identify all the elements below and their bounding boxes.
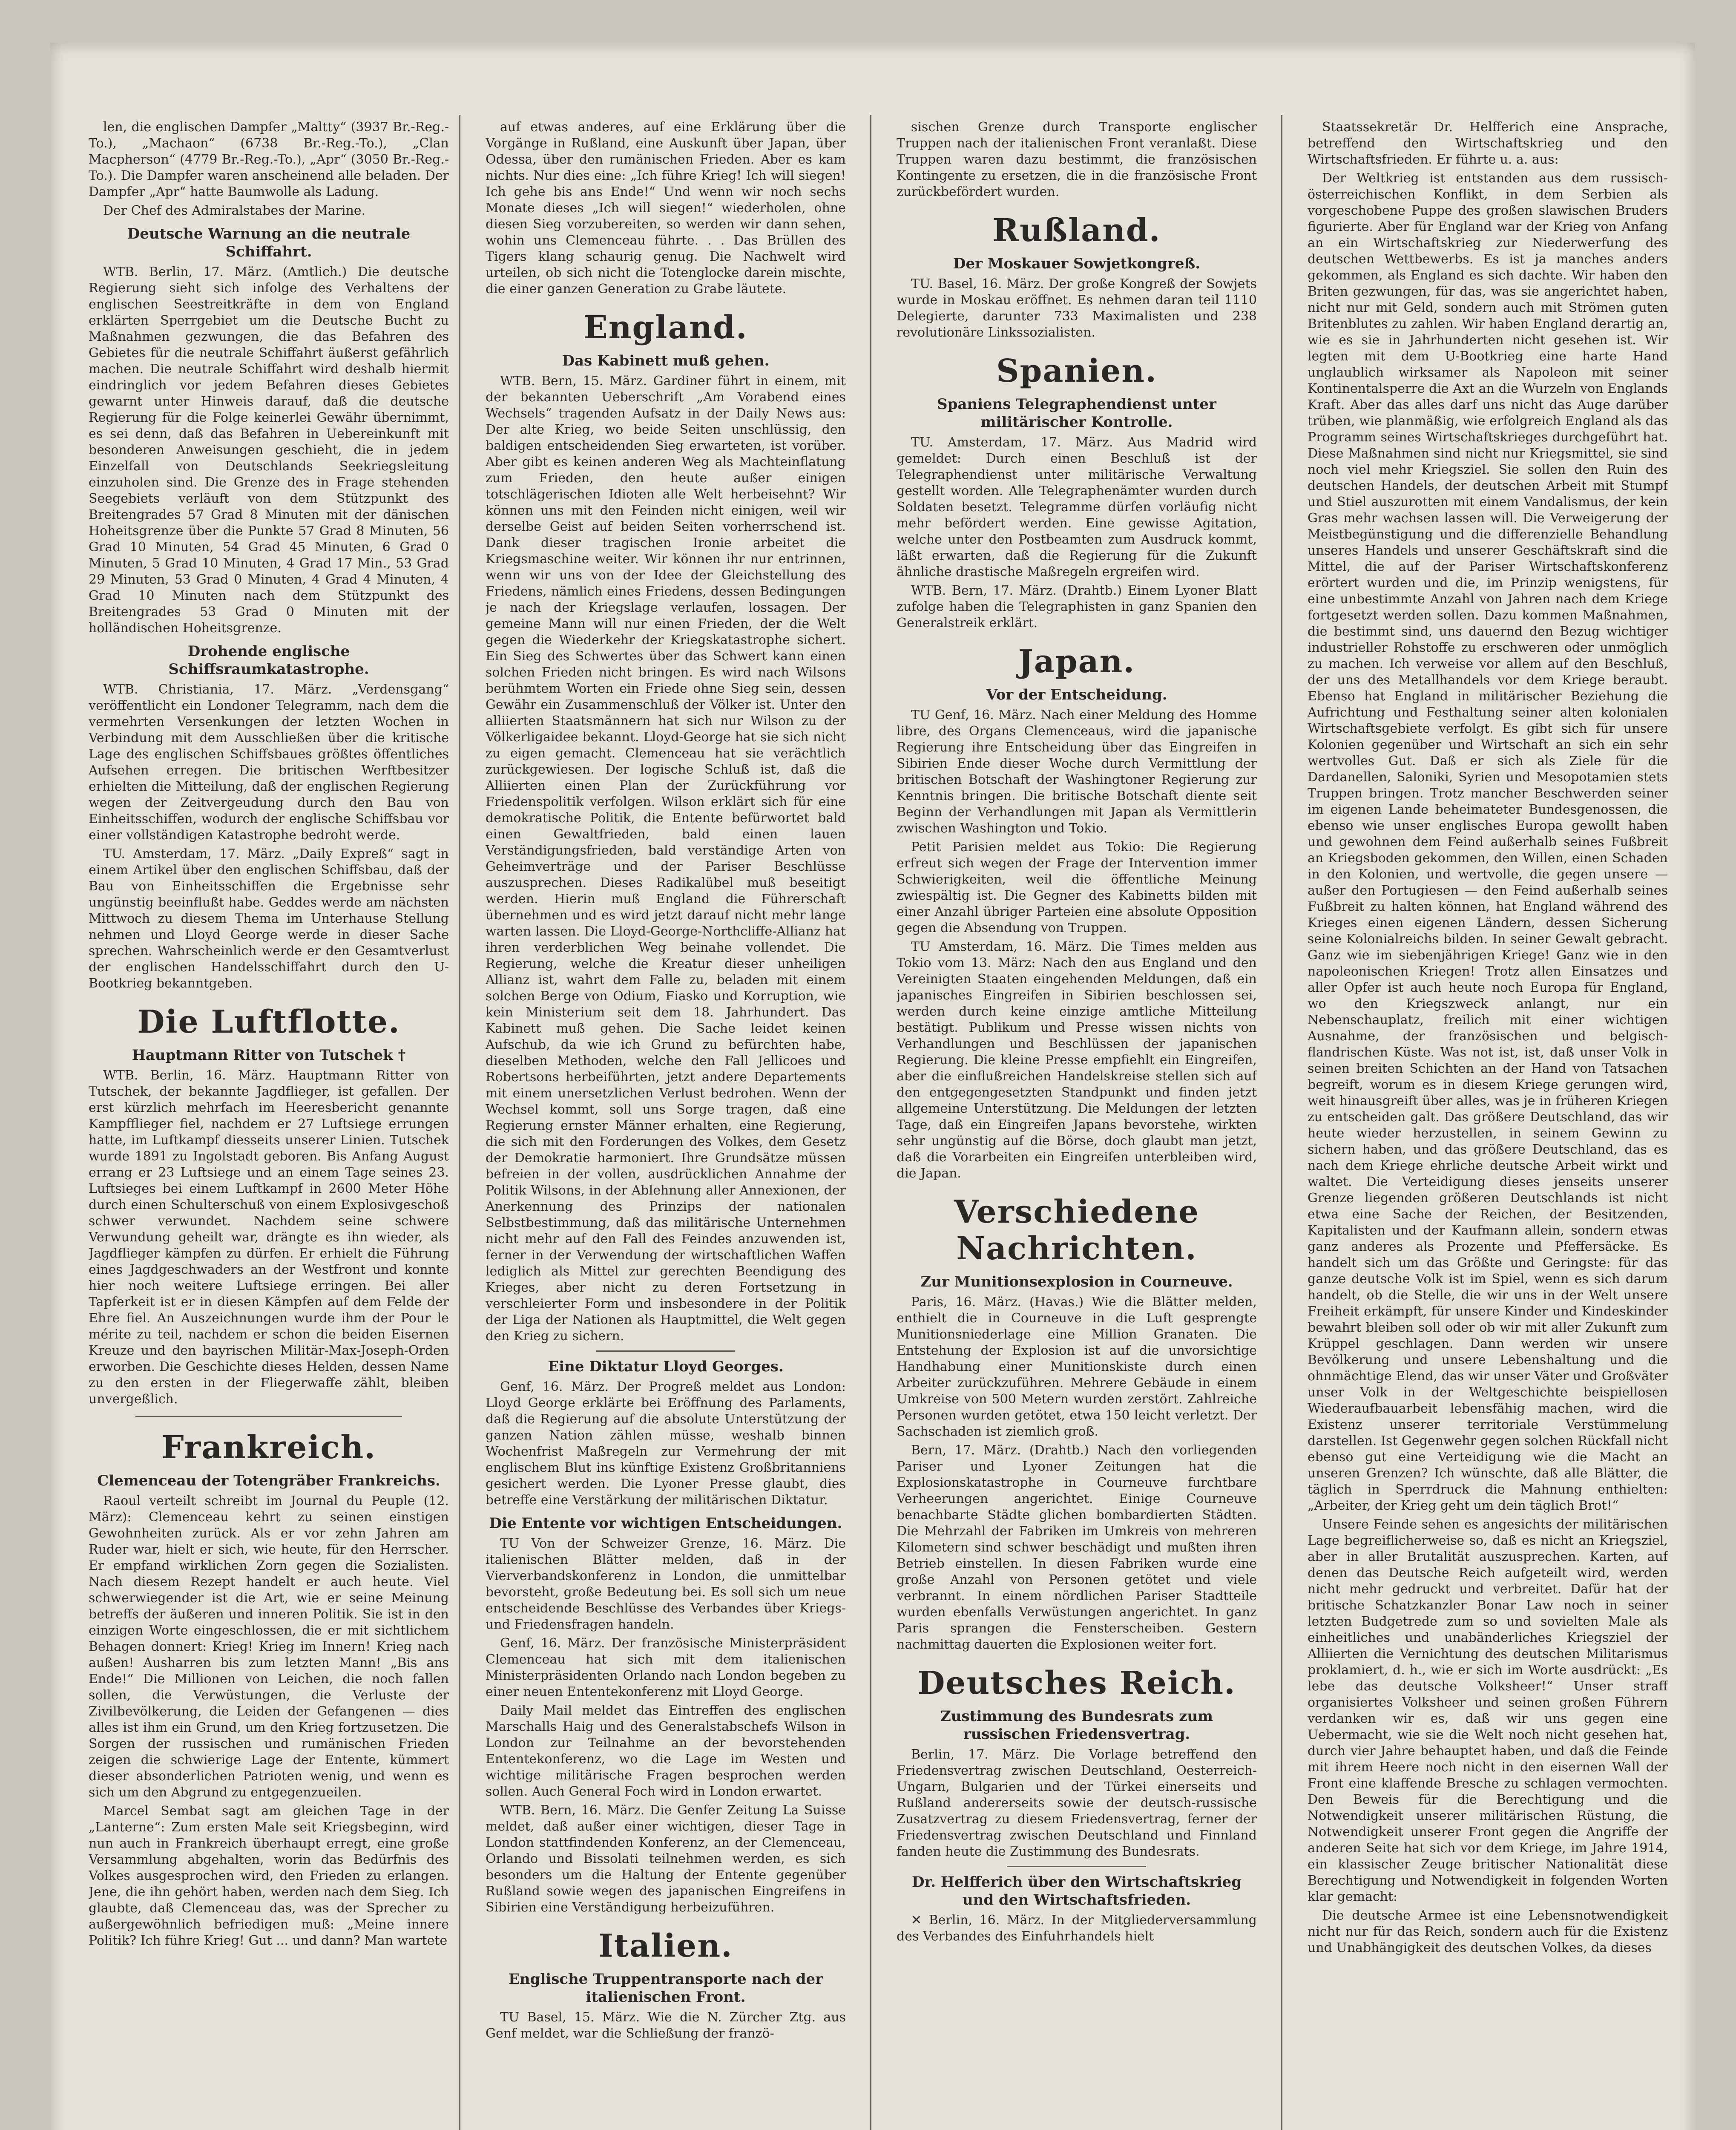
article-paragraph: Staatssekretär Dr. Helfferich eine Ansprache, betreffend den Wirtschaftskrieg und den Wirtschaftsfrieden. Er führte u. a. aus: (1308, 120, 1668, 167)
section-heading: England. (583, 309, 748, 346)
column-rule (1281, 115, 1282, 2130)
article-paragraph: TU Amsterdam, 16. März. Die Times melden aus Tokio vom 13. März: Nach den aus England und den Vereinigten Staaten eingehenden Meldungen, daß ein japanisches Eingreifen in Sibirien beschlossen sei, werden durch keine einzige amtliche Mitteilung bestätigt. Publikum und Presse wissen nichts von Verhandlungen und Beschlüssen der japanischen Regierung. Die kleine Presse empfiehlt ein Eingreifen, aber die einflußreichen Handelskreise stellen sich auf den entgegengesetzten Standpunkt und finden jetzt allgemeine Unterstützung. Die Meldungen der letzten Tage, daß ein Eingreifen Japans bevorstehe, wirkten sehr ungünstig auf die Börse, doch glaubt man jetzt, daß die Vorarbeiten ein Eingreifen unterbleiben wird, die Japan. (897, 939, 1257, 1181)
article-paragraph: auf etwas anderes, auf eine Erklärung über die Vorgänge in Rußland, eine Auskunft über Japan, über Odessa, über den rumänischen Frieden. Aber es kam nichts. Nur dies eine: „Ich führe Krieg! Ich will siegen! Ich gehe bis ans Ende!“ Und wenn wir noch sechs Monate dieses „Ich will siegen!“ wiederholen, ohne diesen Sieg vorzubereiten, so werden wir dann sehen, wohin uns Clemenceau führte. . . Das Brüllen des Tigers klang schaurig genug. Die Nachwelt wird urteilen, ob sich nicht die Totenglocke darein mischte, die einer ganzen Generation zu Grabe läutete. (486, 120, 846, 296)
section-heading: Spanien. (996, 353, 1157, 389)
column-rule (459, 115, 460, 2130)
article-paragraph: Der Weltkrieg ist entstanden aus dem russisch-österreichischen Konflikt, in dem Serbien als vorgeschobene Puppe des großen slawischen Bruders figurierte. Aber für England war der Krieg von Anfang an ein Wirtschaftskrieg zur Niederwerfung des deutschen Wettbewerbs. Es ist ja manches anders gekommen, als England es sich dachte. Wir haben den Briten gezwungen, für das, was sie angerichtet haben, nicht nur mit Geld, sondern auch mit Strömen guten Britenblutes zu zahlen. Wir haben England derartig an, wie es sie in Jahrhunderten nicht gesehen ist. Wir legten mit dem U-Bootkrieg eine harte Hand unglaublich wirksamer als Napoleon mit seiner Kontinentalsperre die Axt an die Wurzeln von Englands Kraft. Aber das alles darf uns nicht das Auge darüber trüben, wie planmäßig, wie erfolgreich England als das Programm seines Wirtschaftskrieges durchgeführt hat. Diese Maßnahmen sind nicht nur Kriegsmittel, sie sind noch viel mehr Kriegsziel. Sie sollen den Ruin des deutschen Handels, der deutschen Arbeit mit Stumpf und Stiel auszurotten mit einem Vandalismus, der kein Gras mehr wachsen lassen will. Die Verweigerung der Meistbegünstigung und die differenzielle Behandlung unseres Handels und unserer Geschäftskraft sind die Mittel, die auf der Pariser Wirtschaftskonferenz erörtert wurden und die, im Prinzip wenigstens, für eine unbestimmte Anzahl von Jahren nach dem Kriege fortgesetzt werden sollen. Dazu kommen Maßnahmen, die bestimmt sind, uns dauernd den Bezug wichtiger industrieller Rohstoffe zu erschweren oder unmöglich zu machen. Ich verweise vor allem auf den Beschluß, der uns des Metallhandels vor dem Kriege beraubt. Ebenso hat England in militärischer Beziehung die Aufrichtung und Festhaltung seiner alten kolonialen Wirtschaftsgebiete verfolgt. Es gibt sich für unsere Kolonien gegenüber und Wirtschaft an sich ein sehr wertvolles Gut. Daß er sich als Ziele für die Dardanellen, Saloniki, Syrien und Mesopotamien stets Truppen bringen. Trotz mancher Beschwerden seiner im eigenen Lande beheimateter Bundesgenossen, die ebenso wie unser englisches Europa gewollt haben und gewohnen dem Feind außerhalb seines Fußbreit an Kriegsboden gekommen, den Willen, einen Schaden in den Kolonien, und wertvolle, die gegen unsere — außer den Portugiesen — den Feind außerhalb seines Fußbreit zu halten können, hat England während des Krieges einen eigenen Ländern, dessen Sicherung seine Kolonialreichs bilden. In seiner Gewalt gebracht. Ganz wie im siebenjährigen Kriege! Ganz wie in den napoleonischen Kriegen! Trotz allen Einsatzes und aller Opfer ist auch heute noch Europa für England, wo den Kriegszweck anlangt, nur ein Nebenschauplatz, freilich mit einer wichtigen Ausnahme, der französischen und belgisch-flandrischen Küste. Was not ist, ist, daß unser Volk in seinen breiten Schichten an der Hand von Tatsachen begreift, worum es in diesem Kriege gerungen wird, weit hinausgreift über alles, was je in früheren Kriegen zu entscheiden galt. Das größere Deutschland, das wir heute wieder herzustellen, in seinem Gewinn zu sichern haben, und das größere Deutschland, das es nach dem Kriege ehrliche deutsche Arbeit wirkt und waltet. Die Verteidigung dieses jenseits unserer Grenze liegenden größeren Deutschlands ist nicht etwa eine Sache der Reichen, der Besitzenden, Kapitalisten und der Kaufmann allein, sondern etwas ganz anderes als Prozente und Pfeffersäcke. Es handelt sich um das Größte und Geringste: für das ganze deutsche Volk ist im Spiel, wenn es sich darum handelt, ob die Stelle, die wir uns in der Welt unsere Freiheit erkämpft, für unsere Kinder und Kindeskinder bewahrt bleiben soll oder ob wir mit aller Zukunft zum Krüppel geschlagen. Dann werden wir unsere Bevölkerung und unsere Lebenshaltung und die ohnmächtige Elend, das wir unser Väter und Großväter unser Volk in der Weltgeschichte beispiellosen Wiederaufbauarbeit lebensfähig machen, wird die Existenz unserer territoriale Verstümmelung darstellen. Ist Gegenwehr gegen solchen Rückfall nicht ebenso gut eine Verteidigung wie die Macht an unseren Grenzen? Ich wünschte, daß alle Blätter, die täglich in Sperrdruck die Mahnung enthielten: „Arbeiter, der Krieg geht um dein täglich Brot!“ (1308, 171, 1668, 1513)
article-headline: Spaniens Telegraphendienst unter militärischer Kontrolle. (937, 396, 1216, 431)
article-headline: Zustimmung des Bundesrats zum russischen Friedensvertrag. (940, 1708, 1213, 1743)
column-4 (1308, 119, 1668, 2130)
section-divider (596, 1350, 735, 1352)
article-headline: Zur Munitionsexplosion in Courneuve. (920, 1273, 1233, 1290)
article-headline: Hauptmann Ritter von Tutschek † (132, 1047, 406, 1064)
article-paragraph: Raoul verteilt schreibt im Journal du Peuple (12. März): Clemenceau kehrt zu seinen einstigen Gewohnheiten zurück. Als er vor zehn Jahren am Ruder war, hielt er sich, wie heute, für den Herrscher. Er empfand wirklichen Zorn gegen die Sozialisten. Nach diesem Rezept handelt er auch heute. Viel schwerwiegender ist die Art, wie er seine Meinung betreffs der äußeren und inneren Politik. Sie ist in den einzigen Worte eingeschlossen, die er mit sichtlichem Behagen donnert: Krieg! Krieg im Innern! Krieg nach außen! Ausharren bis zum letzten Mann! „Bis ans Ende!“ Die Millionen von Leichen, die noch fallen sollen, die Verwüstungen, die Verluste der Zivilbevölkerung, die Leiden der Gefangenen — dies alles ist ihm ein Grund, um den Krieg fortzusetzen. Die Sorgen der russischen und rumänischen Frieden zeigen die schwierige Lage der Entente, kümmert dieser absonderlichen Patrioten wenig, und wenn es sich um den Abgrund zu entgegenzueilen. (89, 1494, 449, 1800)
section-heading: Deutsches Reich. (917, 1665, 1236, 1701)
section-divider (1007, 1866, 1146, 1867)
article-paragraph: WTB. Christiania, 17. März. „Verdensgang“ veröffentlicht ein Londoner Telegramm, nach dem die vermehrten Versenkungen der letzten Wochen in Verbindung mit dem Ausschließen über die kritische Lage des englischen Schiffsbaues größtes öffentliches Aufsehen erregen. Die britischen Werftbesitzer erhielten die Mitteilung, daß der englischen Regierung wegen der Zeitvergeudung durch den Bau von Einheitsschiffen, wodurch der englische Schiffsbau vor einer vollständigen Katastrophe bedroht werde. (89, 682, 449, 843)
article-paragraph: sischen Grenze durch Transporte englischer Truppen nach der italienischen Front veranlaßt. Diese Truppen waren dazu bestimmt, die französischen Kontingente zu ersetzen, die in die französische Front zurückbefördert wurden. (897, 120, 1257, 199)
article-paragraph: TU. Basel, 16. März. Der große Kongreß der Sowjets wurde in Moskau eröffnet. Es nehmen daran teil 1110 Delegierte, darunter 733 Maximalisten und 238 revolutionäre Linkssozialisten. (897, 276, 1257, 340)
article-headline: Drohende englische Schiffsraumkatastrophe. (168, 643, 369, 678)
section-heading: Rußland. (992, 212, 1161, 249)
article-headline: Eine Diktatur Lloyd Georges. (548, 1358, 784, 1375)
column-1 (89, 119, 449, 2130)
article-headline: Vor der Entscheidung. (986, 686, 1167, 703)
article-paragraph: WTB. Berlin, 17. März. (Amtlich.) Die deutsche Regierung sieht sich infolge des Verhaltens der englischen Seestreitkräfte in dem von England erklärten Sperrgebiet um die Deutsche Bucht zu Maßnahmen gezwungen, die das Befahren des Gebietes für die neutrale Schiffahrt äußerst gefährlich machen. Die neutrale Schiffahrt wird deshalb hiermit eindringlich vor jedem Befahren dieses Gebietes gewarnt unter Hinweis darauf, daß die deutsche Regierung für die Folge keinerlei Gewähr übernimmt, es sei denn, daß das Befahren in Uebereinkunft mit besonderen Anweisungen geschieht, die in jedem Einzelfall von Deutschlands Seekriegsleitung einzuholen sind. Die Grenze des in Frage stehenden Seegebiets verläuft von dem Stützpunkt des Breitengrades 57 Grad 8 Minuten mit der dänischen Hoheitsgrenze über die Punkte 57 Grad 8 Minuten, 56 Grad 10 Minuten, 54 Grad 45 Minuten, 6 Grad 0 Minuten, 5 Grad 10 Minuten, 4 Grad 17 Min., 53 Grad 29 Minuten, 53 Grad 0 Minuten, 4 Grad 4 Minuten, 4 Grad 10 Minuten nach dem Stützpunkt des Breitengrades 53 Grad 0 Minuten mit der holländischen Hoheitsgrenze. (89, 265, 449, 636)
column-3 (897, 119, 1257, 2130)
article-paragraph: WTB. Bern, 15. März. Gardiner führt in einem, mit der bekannten Ueberschrift „Am Vorabend eines Wechsels“ tragenden Aufsatz in der Daily News aus: Der alte Krieg, wo beide Seiten unschlüssig, den baldigen entscheidenden Sieg erwarteten, ist vorüber. Aber gibt es keinen anderen Weg als Machteinflatung zum Frieden, den heute außer einigen totschlägerischen Idioten alle Welt herbeisehnt? Wir können uns mit den Feinden nicht einigen, weil wir derselbe Geist auf beiden Seiten vorherrschend ist. Dank dieser tragischen Ironie arbeitet die Kriegsmaschine weiter. Wir können ihr nur entrinnen, wenn wir uns von der Idee der Gleichstellung des Friedens, nämlich eines Friedens, dessen Bedingungen je nach der Kriegslage verlaufen, lossagen. Der gemeine Mann will nur einen Frieden, der die Welt gegen die Wiederkehr der Kriegskatastrophe sichert. Ein Sieg des Schwertes über das Schwert kann einen solchen Frieden nicht bringen. Es wird nach Wilsons berühmtem Worten ein Friede ohne Sieg sein, dessen Gewähr ein Zusammenschluß der Völker ist. Unter den alliierten Staatsmännern hat sich nur Wilson zu der Völkerligaidee bekannt. Lloyd-George hat sie sich nicht zu eigen gemacht. Clemenceau hat sie verächtlich zurückgewiesen. Der logische Schluß ist, daß die Alliierten einen Plan der Zurückführung vor Friedenspolitik verfolgen. Wilson erklärt sich für eine demokratische Politik, die Entente befürwortet bald einen Gewaltfrieden, bald einen lauen Verständigungsfrieden, bald verständige Arten von Geheimverträge und der Pariser Beschlüsse auszusprechen. Dieses Radikalübel muß beseitigt werden. Hierin muß England die Führerschaft übernehmen und es wird jetzt darauf nicht mehr lange warten lassen. Die Lloyd-George-Northcliffe-Allianz hat ihren verderblichen Weg beinahe vollendet. Die Regierung, welche die Kreatur dieser unheiligen Allianz ist, wahrt dem Falle zu, beladen mit einem solchen Berge von Odium, Fiasko und Korruption, wie kein Ministerium seit dem 18. Jahrhundert. Das Kabinett muß gehen. Die Sache leidet keinen Aufschub, da wie ich Grund zu befürchten habe, dieselben Methoden, welche den Fall Jellicoes und Robertsons herbeiführten, jetzt andere Departements mit einem unersetzlichen Verlust bedrohen. Wenn der Wechsel kommt, soll uns Sorge tragen, daß eine Regierung ernster Männer erhalten, eine Regierung, die sich mit den Forderungen des Volkes, dem Gesetz der Demokratie harmoniert. Ihre Grundsätze müssen befreien in der vollen, ausdrücklichen Annahme der Politik Wilsons, in der Ablehnung aller Annexionen, der Anerkennung des Prinzips der nationalen Selbstbestimmung, daß das militärische Unternehmen nicht mehr auf den Fall des Feindes anzuwenden ist, ferner in der Verwendung der wirtschaftlichen Waffen lediglich als Mittel zur gerechten Beendigung des Krieges, aber nicht zu deren Fortsetzung in verschleierter Form und insbesondere in der Politik der Liga der Nationen als Hauptmittel, die Welt gegen den Krieg zu sichern. (486, 374, 846, 1344)
article-paragraph: Marcel Sembat sagt am gleichen Tage in der „Lanterne“: Zum ersten Male seit Kriegsbeginn, wird nun auch in Frankreich überhaupt erregt, eine große Versammlung abgehalten, worin das Bedürfnis des Volkes ausgesprochen wird, den Frieden zu erlangen. Jene, die ihn gehört haben, werden nach dem Sieg. Ich glaubte, daß Clemenceau das, was der Sprecher zu außergewöhnlich befriedigen muß: „Meine innere Politik? Ich führe Krieg! Gut ... und dann? Man wartete (89, 1804, 449, 1948)
article-paragraph: TU. Amsterdam, 17. März. Aus Madrid wird gemeldet: Durch einen Beschluß ist der Telegraphendienst unter militärische Verwaltung gestellt worden. Alle Telegraphenämter wurden durch Soldaten besetzt. Telegramme dürfen vorläufig nicht mehr befördert werden. Eine gewisse Agitation, welche unter den Postbeamten zum Ausdruck kommt, läßt erwarten, daß die Regierung für die Zukunft ähnliche drastische Maßregeln ergreifen wird. (897, 435, 1257, 579)
article-paragraph: TU Genf, 16. März. Nach einer Meldung des Homme libre, des Organs Clemenceaus, wird die japanische Regierung ihre Entscheidung über das Eingreifen in Sibirien Ende dieser Woche durch Vermittlung der britischen Botschaft der Washingtoner Regierung zur Kenntnis bringen. Die britische Botschaft diente seit Beginn der Verhandlungen mit Japan als Vermittlerin zwischen Washington und Tokio. (897, 708, 1257, 836)
article-paragraph: Daily Mail meldet das Eintreffen des englischen Marschalls Haig und des Generalstabschefs Wilson in London zur Teilnahme an der bevorstehenden Ententekonferenz, wo die Lage im Westen und wichtige militärische Fragen besprochen werden sollen. Auch General Foch wird in London erwartet. (486, 1703, 846, 1799)
section-heading: Die Luftflotte. (137, 1004, 400, 1040)
article-headline: Deutsche Warnung an die neutrale Schiffahrt. (127, 225, 411, 260)
article-paragraph: Genf, 16. März. Der Progreß meldet aus London: Lloyd George erklärte bei Eröffnung des Parlaments, daß die Regierung auf die absolute Unterstützung der ganzen Nation zählen müsse, weshalb binnen Wochenfrist Maßregeln zur Vermehrung der mit englischem Blut ins künftige Existenz Großbritanniens gesichert werden. Die Lyoner Presse glaubt, dies betreffe eine Verstärkung der militärischen Diktatur. (486, 1379, 846, 1508)
article-paragraph: Die deutsche Armee ist eine Lebensnotwendigkeit nicht nur für das Reich, sondern auch für die Existenz und Unabhängigkeit des deutschen Volkes, da dieses (1308, 1908, 1668, 1955)
article-headline: Clemenceau der Totengräber Frankreichs. (97, 1472, 440, 1489)
article-paragraph: WTB. Berlin, 16. März. Hauptmann Ritter von Tutschek, der bekannte Jagdflieger, ist gefallen. Der erst kürzlich mehrfach im Heeresbericht genannte Kampfflieger fiel, nachdem er 27 Luftsiege errungen hatte, im Luftkampf diesseits unserer Linien. Tutschek wurde 1891 zu Ingolstadt geboren. Bis Anfang August errang er 23 Luftsiege und an einem Tage seines 23. Luftsieges bei einem Luftkampf in 2600 Meter Höhe durch einen Schulterschuß von einem Explosivgeschoß schwer verwundet. Nachdem seine schwere Verwundung geheilt war, drängte es ihn wieder, als Jagdflieger kämpfen zu dürfen. Er erhielt die Führung eines Jagdgeschwaders an der Westfront und konnte hier noch weitere Luftsiege erringen. Bei aller Tapferkeit ist er in diesen Kämpfen auf dem Felde der Ehre fiel. An Auszeichnungen wurde ihm der Pour le mérite zu teil, nachdem er schon die beiden Eisernen Kreuze und den bayrischen Militär-Max-Joseph-Orden erworben. Die Geschichte dieses Helden, dessen Name zu den ersten in der Fliegerwaffe zählt, bleiben unvergeßlich. (89, 1068, 449, 1407)
newspaper-page (50, 43, 1695, 2130)
article-paragraph: Genf, 16. März. Der französische Ministerpräsident Clemenceau hat sich mit dem italienischen Ministerpräsidenten Orlando nach London begeben zu einer neuen Ententekonferenz mit Lloyd George. (486, 1636, 846, 1699)
article-paragraph: TU Basel, 15. März. Wie die N. Zürcher Ztg. aus Genf meldet, war die Schließung der franzö- (486, 2010, 846, 2041)
article-paragraph: WTB. Bern, 17. März. (Drahtb.) Einem Lyoner Blatt zufolge haben die Telegraphisten in ganz Spanien den Generalstreik erklärt. (897, 583, 1257, 630)
article-paragraph: Petit Parisien meldet aus Tokio: Die Regierung erfreut sich wegen der Frage der Intervention immer Schwierigkeiten, weil die öffentliche Meinung zwiespältig ist. Die Gegner des Kabinetts bilden mit einer Anzahl übriger Parteien eine absolute Opposition gegen die Absendung von Truppen. (897, 840, 1257, 935)
article-headline: Dr. Helfferich über den Wirtschaftskrieg und den Wirtschaftsfrieden. (911, 1874, 1242, 1908)
column-2 (486, 119, 846, 2130)
article-paragraph: Bern, 17. März. (Drahtb.) Nach den vorliegenden Pariser und Lyoner Zeitungen hat die Explosionskatastrophe in Courneuve furchtbare Verheerungen angerichtet. Einige Courneuve benachbarte Städte glichen bombardierten Städten. Die Mehrzahl der Fabriken im Umkreis von mehreren Kilometern sind schwer beschädigt und mußten ihren Betrieb einstellen. In diesen Fabriken wurde eine große Anzahl von Personen getötet und viele verbrannt. In einem nördlichen Pariser Stadtteile wurden ebenfalls Verwüstungen angerichtet. In ganz Paris sprangen die Fensterscheiben. Gestern nachmittag dauerten die Explosionen weiter fort. (897, 1443, 1257, 1652)
section-divider (135, 1416, 402, 1417)
article-paragraph: Unsere Feinde sehen es angesichts der militärischen Lage begreiflicherweise so, daß es nicht an Kriegsziel, aber in aller Brutalität auszusprechen. Karten, auf denen das Deutsche Reich aufgeteilt wird, werden nicht mehr gedruckt und verbreitet. Dafür hat der britische Schatzkanzler Bonar Law noch in seiner letzten Budgetrede zum so und sovielten Male als einheitliches und unabänderliches Kriegsziel der Alliierten die Vernichtung des deutschen Militarismus proklamiert, d. h., wie er sich im Worte ausdrückt: „Es lebe das deutsche Volksheer!“ Unser straff organisiertes Volksheer und seinen großen Führern verdanken wir es, daß wir uns gegen eine Uebermacht, wie sie die Welt noch nicht gesehen hat, durch vier Jahre behauptet haben, und daß die Feinde mit ihrem Heere noch nicht in den eisernen Wall der Front eine klaffende Bresche zu schlagen vermochten. Den Beweis für die Berechtigung und die Notwendigkeit unserer militärischen Rüstung, die Notwendigkeit unserer Front gegen die Angriffe der anderen Seite hat sich vor dem Kriege, im Jahre 1914, ein klassischer Zeuge britischer Nationalität diese Berechtigung und Notwendigkeit in folgenden Worten klar gemacht: (1308, 1517, 1668, 1904)
section-heading: Verschiedene Nachrichten. (954, 1194, 1200, 1267)
article-paragraph: Der Chef des Admiralstabes der Marine. (103, 203, 366, 218)
article-paragraph: WTB. Bern, 16. März. Die Genfer Zeitung La Suisse meldet, daß außer einer wichtigen, dieser Tage in London stattfindenden Konferenz, an der Clemenceau, Orlando und Bissolati teilnehmen werden, es sich besonders um die Haltung der Entente gegenüber Rußland sowie wegen des japanischen Eingreifens in Sibirien eine Verständigung herbeizuführen. (486, 1803, 846, 1915)
section-heading: Italien. (598, 1928, 733, 1964)
article-paragraph: TU. Amsterdam, 17. März. „Daily Expreß“ sagt in einem Artikel über den englischen Schiffsbau, daß der Bau von Einheitsschiffen die Ergebnisse sehr ungünstig beeinflußt habe. Geddes werde am nächsten Mittwoch zu diesem Thema im Unterhause Stellung nehmen und Lloyd George werde in dieser Sache sprechen. Wahrscheinlich werde er den Gesamtverlust der englischen Handelsschiffahrt durch den U-Bootkrieg bekanntgeben. (89, 846, 449, 991)
article-headline: Englische Truppentransporte nach der italienischen Front. (508, 1971, 823, 2006)
column-rule (870, 115, 871, 2130)
article-paragraph: len, die englischen Dampfer „Maltty“ (3937 Br.-Reg.-To.), „Machaon“ (6738 Br.-Reg.-To.), „Clan Macpherson“ (4779 Br.-Reg.-To.), „Apr“ (3050 Br.-Reg.-To.). Die Dampfer waren anscheinend alle beladen. Der Dampfer „Apr“ hatte Baumwolle als Ladung. (89, 120, 449, 199)
article-paragraph: ✕ Berlin, 16. März. In der Mitgliederversammlung des Verbandes des Einfuhrhandels hielt (897, 1913, 1257, 1944)
article-paragraph: Berlin, 17. März. Die Vorlage betreffend den Friedensvertrag zwischen Deutschland, Oesterreich-Ungarn, Bulgarien und der Türkei einerseits und Rußland andererseits sowie der deutsch-russische Zusatzvertrag zu diesem Friedensvertrag, ferner der Friedensvertrag zwischen Deutschland und Finnland fanden heute die Zustimmung des Bundesrats. (897, 1747, 1257, 1859)
article-headline: Das Kabinett muß gehen. (562, 352, 770, 369)
article-paragraph: TU Von der Schweizer Grenze, 16. März. Die italienischen Blätter melden, daß in der Vierverbandskonferenz in London, die unmittelbar bevorsteht, große Bedeutung bei. Es soll sich um neue entscheidende Beschlüsse des Verbandes über Kriegs- und Friedensfragen handeln. (486, 1536, 846, 1632)
section-heading: Frankreich. (161, 1429, 377, 1466)
article-paragraph: Paris, 16. März. (Havas.) Wie die Blätter melden, enthielt die in Courneuve in die Luft gesprengte Munitionsniederlage eine Million Granaten. Die Entstehung der Explosion ist auf die unvorsichtige Handhabung einer Munitionskiste durch einen Arbeiter zurückzuführen. Mehrere Gebäude in einem Umkreise von 500 Metern wurden zerstört. Zahlreiche Personen wurden getötet, etwa 150 leicht verletzt. Der Sachschaden ist ziemlich groß. (897, 1295, 1257, 1439)
article-headline: Die Entente vor wichtigen Entscheidungen. (489, 1515, 842, 1532)
section-heading: Japan. (1018, 643, 1135, 680)
article-headline: Der Moskauer Sowjetkongreß. (953, 255, 1201, 272)
